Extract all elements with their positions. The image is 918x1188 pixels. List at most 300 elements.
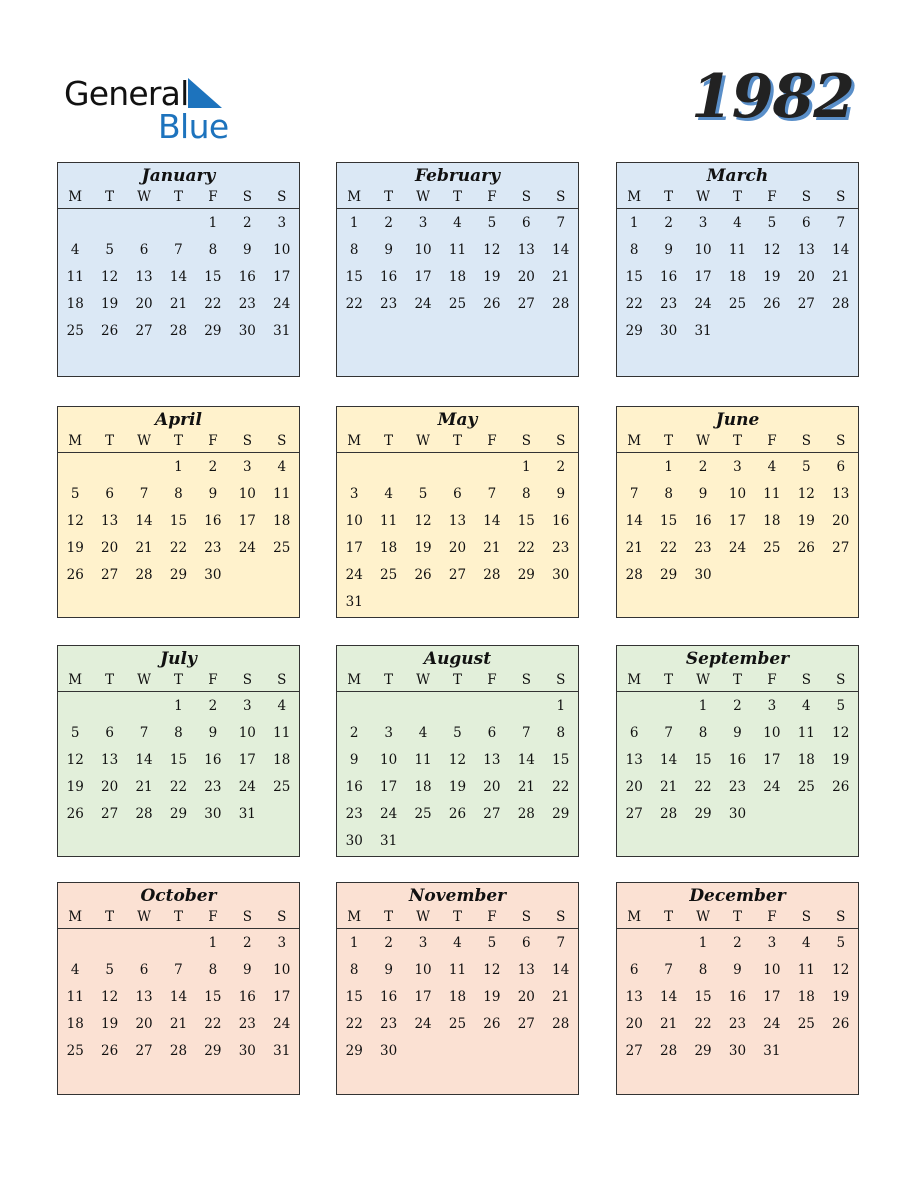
day-cell: 15 [552, 752, 570, 768]
weekday-label: S [277, 189, 287, 205]
day-cell: 30 [380, 1043, 398, 1059]
day-cell: 26 [66, 567, 84, 583]
month-june [616, 406, 859, 618]
empty-day-cell [789, 1038, 823, 1065]
day-cell: 29 [169, 806, 188, 822]
empty-day-cell [651, 693, 685, 720]
day-cell: 14 [135, 752, 153, 768]
weekday-label: W [696, 433, 710, 449]
day-cell: 24 [763, 1016, 781, 1032]
day-cell: 23 [728, 1016, 747, 1032]
empty-day-cell [720, 318, 754, 345]
weekday-label: T [732, 672, 742, 688]
day-cell: 21 [625, 540, 643, 556]
weekday-header [617, 669, 858, 692]
day-cell: 23 [694, 540, 712, 556]
day-cell: 29 [625, 323, 643, 339]
empty-day-cell [475, 693, 509, 720]
day-cell: 7 [556, 935, 566, 951]
day-cell: 31 [763, 1043, 781, 1059]
day-cell: 20 [448, 540, 467, 556]
month-august [336, 645, 579, 857]
weekday-label: F [208, 672, 218, 688]
weekday-label: S [836, 189, 846, 205]
day-cell: 21 [832, 269, 850, 285]
day-cell: 17 [414, 989, 432, 1005]
week-row [337, 930, 578, 957]
day-cell: 27 [797, 296, 815, 312]
day-cell: 14 [552, 962, 570, 978]
month-july [57, 645, 300, 857]
day-cell: 8 [208, 962, 218, 978]
week-row [617, 1038, 858, 1065]
empty-day-cell [789, 318, 823, 345]
day-cell: 6 [629, 725, 639, 741]
day-cell: 12 [483, 962, 501, 978]
week-row [617, 264, 858, 291]
day-cell: 7 [836, 215, 846, 231]
day-cell: 9 [243, 962, 252, 978]
weekday-header [337, 906, 578, 929]
month-name: February [414, 166, 500, 186]
day-cell: 4 [418, 725, 428, 741]
day-cell: 26 [832, 779, 850, 795]
weekday-label: T [384, 433, 394, 449]
day-cell: 21 [483, 540, 501, 556]
day-cell: 10 [345, 513, 363, 529]
day-cell: 15 [517, 513, 535, 529]
day-cell: 21 [517, 779, 535, 795]
day-cell: 29 [204, 1043, 222, 1059]
day-cell: 13 [101, 752, 119, 768]
day-cell: 9 [384, 242, 393, 258]
week-row [58, 693, 299, 720]
day-cell: 13 [517, 242, 535, 258]
day-cell: 27 [517, 1016, 535, 1032]
weekday-label: F [487, 909, 497, 925]
day-cell: 24 [273, 296, 291, 312]
weekday-label: S [801, 433, 811, 449]
weekday-label: S [242, 189, 252, 205]
day-cell: 11 [380, 513, 398, 529]
day-cell: 16 [380, 989, 398, 1005]
day-cell: 1 [174, 698, 183, 714]
day-cell: 1 [208, 935, 218, 951]
month-december [616, 882, 859, 1095]
day-cell: 11 [66, 989, 84, 1005]
day-cell: 24 [380, 806, 398, 822]
month-name: May [437, 410, 478, 430]
day-cell: 17 [414, 269, 432, 285]
day-cell: 4 [277, 459, 287, 475]
week-row [617, 801, 858, 828]
empty-day-cell [406, 1038, 440, 1065]
day-cell: 3 [418, 935, 428, 951]
weekday-label: S [521, 189, 531, 205]
weekday-label: F [208, 189, 218, 205]
day-cell: 23 [345, 806, 363, 822]
year-title: 1982 [691, 62, 854, 132]
day-cell: 2 [208, 459, 218, 475]
empty-day-cell [509, 693, 543, 720]
day-cell: 28 [483, 567, 501, 583]
empty-day-cell [824, 1038, 858, 1065]
day-cell: 29 [694, 806, 712, 822]
week-row [337, 454, 578, 481]
day-cell: 16 [694, 513, 712, 529]
day-cell: 20 [625, 779, 643, 795]
weekday-label: W [696, 909, 710, 925]
day-cell: 6 [139, 242, 149, 258]
day-cell: 12 [832, 725, 850, 741]
day-cell: 17 [763, 989, 781, 1005]
day-cell: 15 [625, 269, 643, 285]
week-row [337, 1011, 578, 1038]
day-cell: 23 [380, 1016, 398, 1032]
month-name: December [689, 886, 786, 906]
day-cell: 20 [101, 779, 119, 795]
empty-day-cell [127, 210, 161, 237]
month-may [336, 406, 579, 618]
day-cell: 28 [552, 1016, 570, 1032]
day-cell: 5 [487, 215, 497, 231]
weekday-label: M [68, 433, 83, 449]
empty-day-cell [824, 318, 858, 345]
week-row [58, 508, 299, 535]
week-row [337, 535, 578, 562]
day-cell: 3 [767, 698, 777, 714]
empty-day-cell [406, 454, 440, 481]
day-cell: 30 [204, 567, 222, 583]
week-row [617, 508, 858, 535]
weekday-label: S [556, 189, 566, 205]
empty-day-cell [440, 454, 474, 481]
empty-day-cell [617, 454, 651, 481]
day-cell: 8 [174, 725, 183, 741]
day-cell: 16 [728, 989, 747, 1005]
day-cell: 5 [453, 725, 462, 741]
day-cell: 4 [453, 935, 462, 951]
day-cell: 7 [487, 486, 497, 502]
day-cell: 27 [448, 567, 467, 583]
day-cell: 12 [763, 242, 781, 258]
week-row [617, 237, 858, 264]
day-cell: 1 [522, 459, 531, 475]
day-cell: 27 [101, 567, 119, 583]
day-cell: 8 [349, 962, 359, 978]
day-cell: 2 [698, 459, 708, 475]
week-row [337, 589, 578, 616]
empty-day-cell [406, 589, 440, 616]
week-row [58, 720, 299, 747]
weekday-header [58, 186, 299, 209]
day-cell: 22 [204, 1016, 222, 1032]
week-row [337, 957, 578, 984]
week-row [58, 1011, 299, 1038]
day-cell: 14 [832, 242, 850, 258]
empty-day-cell [127, 930, 161, 957]
day-cell: 5 [70, 486, 80, 502]
empty-day-cell [337, 454, 371, 481]
day-cell: 19 [763, 269, 781, 285]
week-row [337, 1038, 578, 1065]
weekday-label: T [452, 433, 462, 449]
week-row [58, 264, 299, 291]
day-cell: 13 [448, 513, 467, 529]
week-row [58, 774, 299, 801]
day-cell: 12 [101, 989, 119, 1005]
day-cell: 15 [345, 269, 363, 285]
day-cell: 13 [135, 269, 153, 285]
day-cell: 11 [763, 486, 781, 502]
day-cell: 29 [345, 1043, 363, 1059]
day-cell: 21 [169, 296, 188, 312]
weekday-label: M [68, 672, 83, 688]
day-cell: 26 [483, 296, 501, 312]
day-cell: 3 [349, 486, 359, 502]
day-cell: 17 [763, 752, 781, 768]
day-cell: 9 [733, 725, 742, 741]
day-cell: 29 [660, 567, 678, 583]
day-cell: 21 [660, 1016, 678, 1032]
weekday-label: S [277, 909, 287, 925]
day-cell: 1 [698, 698, 708, 714]
day-cell: 19 [101, 296, 119, 312]
day-cell: 13 [625, 989, 643, 1005]
day-cell: 4 [384, 486, 393, 502]
day-cell: 7 [629, 486, 639, 502]
day-cell: 2 [243, 215, 252, 231]
day-cell: 12 [448, 752, 467, 768]
day-cell: 13 [517, 962, 535, 978]
week-row [337, 774, 578, 801]
day-cell: 24 [273, 1016, 291, 1032]
weekday-label: W [137, 672, 151, 688]
day-cell: 24 [728, 540, 747, 556]
day-cell: 4 [802, 698, 811, 714]
month-name: March [706, 166, 769, 186]
empty-day-cell [440, 589, 474, 616]
day-cell: 22 [345, 296, 363, 312]
weekday-label: W [696, 189, 710, 205]
month-name: June [715, 410, 760, 430]
weekday-label: M [347, 909, 362, 925]
empty-day-cell [544, 589, 578, 616]
day-cell: 15 [694, 752, 712, 768]
day-cell: 25 [66, 323, 84, 339]
day-cell: 30 [660, 323, 678, 339]
day-cell: 8 [698, 725, 708, 741]
day-cell: 24 [238, 779, 256, 795]
day-cell: 25 [273, 540, 291, 556]
day-cell: 23 [238, 1016, 256, 1032]
empty-day-cell [92, 210, 126, 237]
day-cell: 10 [763, 962, 781, 978]
day-cell: 16 [728, 752, 747, 768]
day-cell: 5 [487, 935, 497, 951]
weekday-label: T [664, 433, 674, 449]
day-cell: 16 [660, 269, 678, 285]
weekday-label: F [208, 433, 218, 449]
day-cell: 26 [414, 567, 432, 583]
day-cell: 15 [345, 989, 363, 1005]
day-cell: 22 [660, 540, 678, 556]
weekday-label: S [556, 433, 566, 449]
day-cell: 25 [797, 1016, 815, 1032]
empty-day-cell [230, 562, 264, 589]
week-row [58, 930, 299, 957]
day-cell: 7 [139, 486, 149, 502]
weekday-label: S [277, 433, 287, 449]
day-cell: 14 [660, 752, 678, 768]
week-row [617, 291, 858, 318]
day-cell: 15 [169, 752, 188, 768]
day-cell: 3 [277, 215, 287, 231]
day-cell: 22 [694, 1016, 712, 1032]
weekday-label: S [836, 672, 846, 688]
weekday-label: W [416, 189, 430, 205]
weekday-label: T [664, 189, 674, 205]
day-cell: 14 [135, 513, 153, 529]
day-cell: 5 [418, 486, 428, 502]
empty-day-cell [475, 454, 509, 481]
empty-day-cell [720, 562, 754, 589]
weekday-label: M [627, 672, 642, 688]
empty-day-cell [265, 562, 299, 589]
empty-day-cell [371, 589, 405, 616]
day-cell: 6 [802, 215, 811, 231]
day-cell: 1 [208, 215, 218, 231]
empty-day-cell [92, 930, 126, 957]
day-cell: 8 [698, 962, 708, 978]
day-cell: 22 [694, 779, 712, 795]
day-cell: 31 [273, 1043, 291, 1059]
day-cell: 14 [517, 752, 535, 768]
month-september [616, 645, 859, 857]
weekday-label: M [627, 433, 642, 449]
day-cell: 22 [625, 296, 643, 312]
day-cell: 11 [448, 962, 467, 978]
week-row [58, 1038, 299, 1065]
weekday-header [58, 906, 299, 929]
general-blue-logo [64, 74, 244, 144]
day-cell: 14 [660, 989, 678, 1005]
week-row [58, 535, 299, 562]
weekday-label: T [105, 909, 115, 925]
day-cell: 3 [418, 215, 428, 231]
week-row [58, 318, 299, 345]
day-cell: 20 [483, 779, 501, 795]
month-name: October [140, 886, 217, 906]
empty-day-cell [824, 801, 858, 828]
weekday-label: T [732, 189, 742, 205]
weekday-label: T [664, 909, 674, 925]
day-cell: 23 [238, 296, 256, 312]
week-row [337, 801, 578, 828]
week-row [337, 984, 578, 1011]
day-cell: 20 [517, 269, 535, 285]
day-cell: 30 [552, 567, 570, 583]
weekday-label: T [452, 189, 462, 205]
weekday-label: T [105, 433, 115, 449]
weekday-label: S [242, 672, 252, 688]
week-row [617, 1011, 858, 1038]
day-cell: 15 [169, 513, 188, 529]
day-cell: 26 [832, 1016, 850, 1032]
day-cell: 15 [660, 513, 678, 529]
weekday-label: S [242, 433, 252, 449]
empty-day-cell [544, 1038, 578, 1065]
weekday-label: W [416, 433, 430, 449]
day-cell: 5 [802, 459, 811, 475]
empty-day-cell [789, 562, 823, 589]
week-row [58, 984, 299, 1011]
day-cell: 26 [448, 806, 467, 822]
weekday-label: S [556, 672, 566, 688]
day-cell: 16 [204, 513, 222, 529]
day-cell: 2 [349, 725, 359, 741]
week-row [337, 481, 578, 508]
day-cell: 27 [135, 1043, 153, 1059]
weekday-label: M [627, 189, 642, 205]
day-cell: 21 [135, 779, 153, 795]
day-cell: 2 [733, 935, 742, 951]
day-cell: 1 [349, 935, 359, 951]
day-cell: 10 [380, 752, 398, 768]
month-name: August [423, 649, 492, 669]
day-cell: 28 [135, 806, 153, 822]
empty-day-cell [92, 693, 126, 720]
day-cell: 20 [135, 1016, 153, 1032]
week-row [617, 957, 858, 984]
day-cell: 13 [483, 752, 501, 768]
week-row [58, 562, 299, 589]
weekday-label: S [277, 672, 287, 688]
day-cell: 3 [733, 459, 742, 475]
day-cell: 25 [728, 296, 747, 312]
weekday-header [337, 430, 578, 453]
weekday-label: T [732, 433, 742, 449]
weekday-label: M [68, 909, 83, 925]
weekday-label: S [521, 909, 531, 925]
day-cell: 17 [380, 779, 398, 795]
day-cell: 26 [763, 296, 781, 312]
day-cell: 1 [556, 698, 566, 714]
day-cell: 2 [733, 698, 742, 714]
day-cell: 17 [694, 269, 712, 285]
weekday-label: T [384, 189, 394, 205]
week-row [58, 801, 299, 828]
day-cell: 17 [273, 269, 291, 285]
day-cell: 2 [664, 215, 673, 231]
day-cell: 24 [238, 540, 256, 556]
month-name: January [141, 166, 216, 186]
weekday-label: T [384, 909, 394, 925]
day-cell: 31 [273, 323, 291, 339]
weekday-label: T [173, 189, 183, 205]
day-cell: 8 [174, 486, 183, 502]
empty-day-cell [440, 1038, 474, 1065]
month-january [57, 162, 300, 377]
day-cell: 31 [238, 806, 256, 822]
day-cell: 17 [273, 989, 291, 1005]
day-cell: 10 [238, 486, 256, 502]
empty-day-cell [92, 454, 126, 481]
weekday-label: F [767, 909, 777, 925]
empty-day-cell [475, 1038, 509, 1065]
empty-day-cell [127, 693, 161, 720]
day-cell: 28 [169, 323, 188, 339]
